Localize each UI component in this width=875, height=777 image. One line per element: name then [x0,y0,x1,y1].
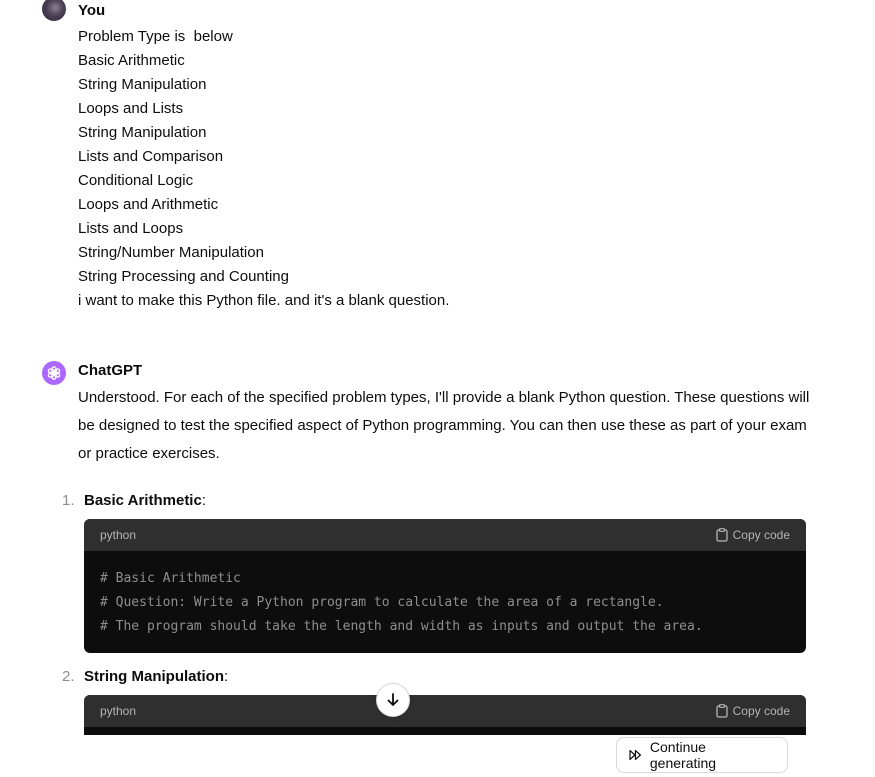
list-item-suffix: : [201,492,206,509]
user-message-line: i want to make this Python file. and it's a blank question. [78,292,450,309]
chatgpt-avatar [42,361,66,385]
list-item [62,668,228,685]
code-block [84,519,806,653]
user-name: You [78,2,106,19]
user-message-line: Loops and Lists [78,100,184,117]
clipboard-icon [716,704,728,718]
user-message-line: Basic Arithmetic [78,52,185,69]
user-message-line: Conditional Logic [78,172,194,189]
user-message-line: String Manipulation [78,76,207,93]
continue-generating-label: Continue generating [649,739,717,771]
clipboard-icon [716,528,728,542]
user-message-line: String/Number Manipulation [78,244,264,261]
code-line: # The program should take the length and width as inputs and output the area. [100,619,703,634]
scroll-to-bottom-button[interactable] [376,683,410,717]
copy-code-button[interactable] [716,704,790,718]
list-item-suffix: : [224,668,229,685]
user-message-line: Loops and Arithmetic [78,196,219,213]
list-item [62,492,206,509]
user-message-line: Lists and Comparison [78,148,224,165]
code-line: # Basic Arithmetic [100,571,241,586]
continue-generating-button[interactable] [616,737,788,773]
assistant-intro: Understood. For each of the specified problem types, I'll provide a blank Python question. These questions will be designed to test the specified aspect of Python programming. You can then use these as part of your exam or practice exercises. [78,389,810,462]
list-number: 2. [62,668,75,685]
user-message [78,25,449,313]
user-message-line: Lists and Loops [78,220,184,237]
user-message-line: String Processing and Counting [78,268,289,285]
code-block-header [84,695,806,727]
user-message-line: String Manipulation [78,124,207,141]
list-number: 1. [62,492,75,509]
user-avatar [42,0,66,21]
openai-logo-icon [46,365,62,381]
code-line: # Question: Write a Python program to calculate the area of a rectangle. [100,595,664,610]
list-item-title: String Manipulation [84,668,224,685]
code-language-label: python [100,528,137,542]
copy-code-button[interactable] [716,528,790,542]
copy-code-label: Copy code [732,704,790,718]
fast-forward-icon [629,749,642,761]
code-content [84,551,806,653]
user-message-line: Problem Type is below [78,28,233,45]
code-block [84,695,806,735]
assistant-name: ChatGPT [78,362,143,379]
code-language-label: python [100,704,137,718]
code-block-header [84,519,806,551]
list-item-title: Basic Arithmetic [84,492,202,509]
copy-code-label: Copy code [732,528,790,542]
arrow-down-icon [385,692,401,708]
